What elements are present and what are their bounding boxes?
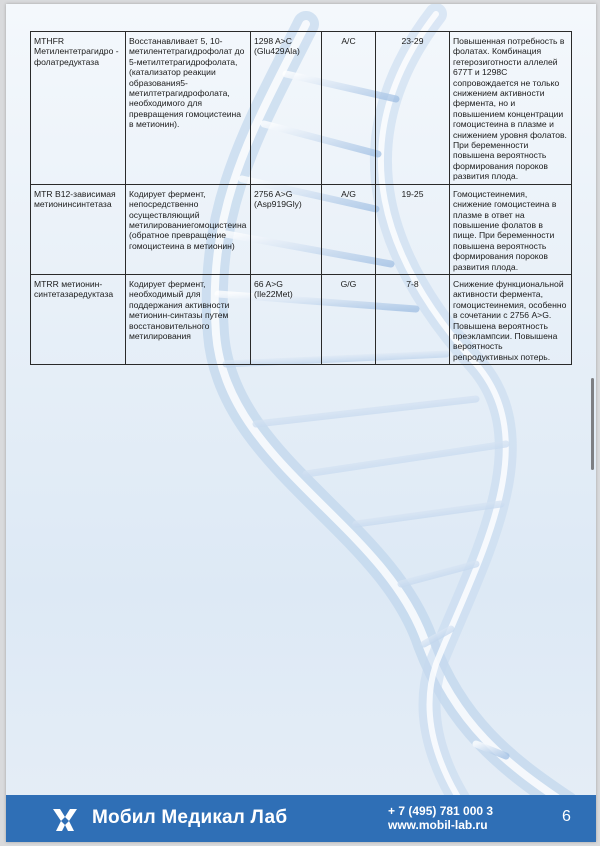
- genotype-cell: A/C: [322, 32, 376, 185]
- consequence-cell: Гомоцистеинемия, снижение гомоцистеина в плазме в ответ на повышение фолатов в пище. При беременности повышена вероятность формирования пороков развития плода.: [450, 184, 572, 274]
- page-number: 6: [562, 808, 571, 825]
- polymorphism-cell: 66 A>G (Ile22Met): [251, 274, 322, 364]
- frequency-cell: 23-29: [376, 32, 450, 185]
- function-cell: Восстанавливает 5, 10-метилентетрагидрофолат до 5-метилтетрагидрофолата, (катализатор реакции образования5-метилтетрагидрофолата, необходимого для превращения гомоцистеина в метионин).: [126, 32, 251, 185]
- vertical-scrollbar[interactable]: [591, 378, 594, 470]
- mobil-medical-lab-logo-icon: [50, 804, 80, 834]
- table-row: [31, 184, 572, 274]
- gene-cell: MTR B12-зависимая метионинсинтетаза: [31, 184, 126, 274]
- document-page: [6, 4, 596, 842]
- genetic-polymorphism-table: [30, 31, 572, 365]
- gene-cell: MTHFR Метилентетрагидро - фолатредуктаза: [31, 32, 126, 185]
- table-row: [31, 274, 572, 364]
- genotype-cell: G/G: [322, 274, 376, 364]
- brand-name: Мобил Медикал Лаб: [92, 807, 288, 828]
- function-cell: Кодирует фермент, необходимый для поддержания активности метионин-синтазы путем восстановительного метилирования: [126, 274, 251, 364]
- gene-cell: MTRR метионин-синтетазаредуктаза: [31, 274, 126, 364]
- page-footer: [6, 795, 596, 842]
- frequency-cell: 7-8: [376, 274, 450, 364]
- polymorphism-cell: 1298 A>C (Glu429Ala): [251, 32, 322, 185]
- polymorphism-cell: 2756 A>G (Asp919Gly): [251, 184, 322, 274]
- website-link[interactable]: www.mobil-lab.ru: [388, 818, 488, 832]
- phone-number: + 7 (495) 781 000 3: [388, 804, 494, 818]
- table-row: [31, 32, 572, 185]
- consequence-cell: Снижение функциональной активности фермента, гомоцистеинемия, особенно в сочетании с 2756 A>G. Повышена вероятность преэклампсии. Повышена вероятность репродуктивных потерь.: [450, 274, 572, 364]
- genotype-cell: A/G: [322, 184, 376, 274]
- consequence-cell: Повышенная потребность в фолатах. Комбинация гетерозиготности аллелей 677T и 1298C сопровождается не только снижением активности фермента, но и повышением концентрации гомоцистеина в плазме и снижением уровня фолатов. При беременности повышена вероятность формирования пороков развития плода.: [450, 32, 572, 185]
- frequency-cell: 19-25: [376, 184, 450, 274]
- function-cell: Кодирует фермент, непосредственно осуществляющий метилированиегомоцистеина (обратное превращение гомоцистеина в метионин): [126, 184, 251, 274]
- contact-info: [388, 804, 493, 832]
